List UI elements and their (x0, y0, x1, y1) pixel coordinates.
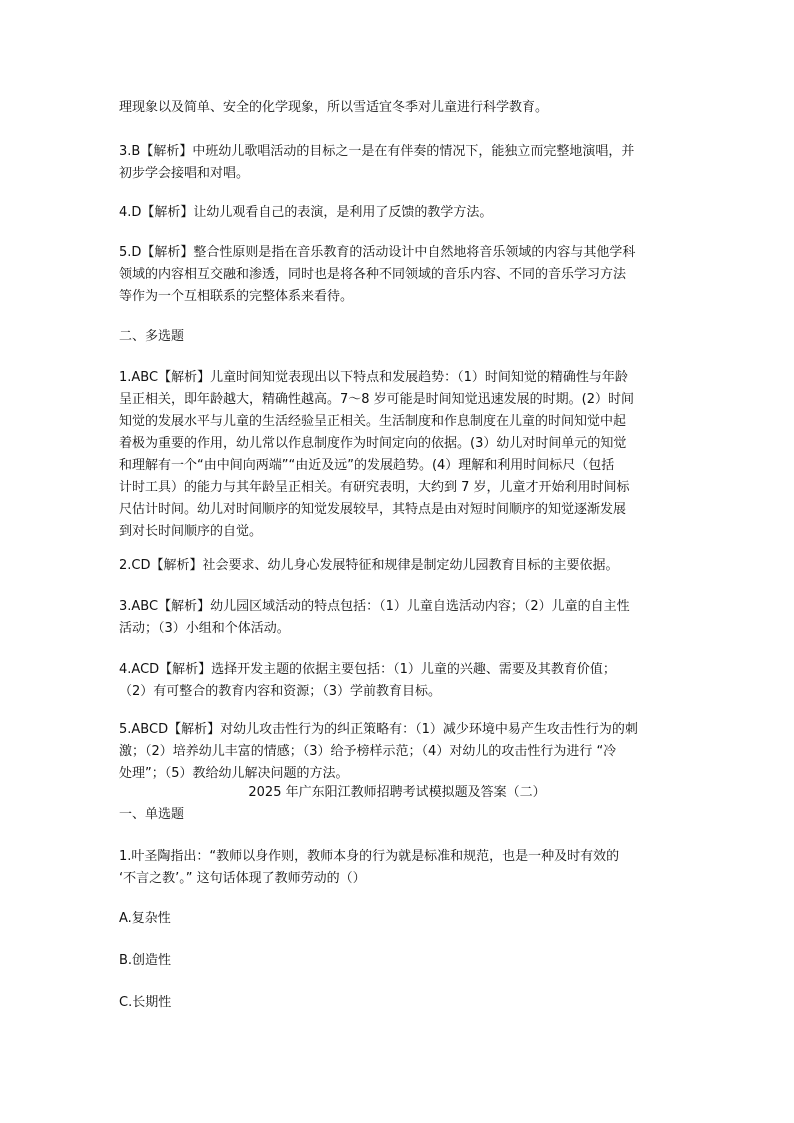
text-line: 活动；（3）小组和个体活动。 (119, 621, 290, 636)
question-1 (119, 846, 679, 890)
text-line: 处理”；（5）教给幼儿解决问题的方法。 (119, 766, 349, 781)
option-text: C.长期性 (119, 995, 172, 1010)
text-line: 初步学会接唱和对唱。 (119, 166, 250, 181)
multi-answer-5 (119, 719, 679, 785)
text-line: 知觉的发展水平与儿童的生活经验呈正相关。生活制度和作息制度在儿童的时间知觉中起 (119, 414, 627, 429)
text-line: （2）有可整合的教育内容和资源；（3）学前教育目标。 (119, 684, 442, 699)
text-line: 3.ABC【解析】幼儿园区域活动的特点包括：（1）儿童自选活动内容；（2）儿童的自主性 (119, 599, 630, 614)
text-line: 1.ABC【解析】儿童时间知觉表现出以下特点和发展趋势：（1）时间知觉的精确性与年龄 (119, 370, 628, 385)
heading-text: 二、多选题 (119, 329, 185, 344)
text-line: ‘不言之教’。” 这句话体现了教师劳动的（） (119, 871, 366, 886)
answer-5 (119, 242, 679, 308)
text-line: 激；（2）培养幼儿丰富的情感；（3）给予榜样示范；（4）对幼儿的攻击性行为进行 “冷 (119, 744, 617, 759)
prev-answer-continuation (119, 97, 679, 119)
text-line: 和理解有一个“由中间向两端”“由近及远”的发展趋势。(4）理解和利用时间标尺（包括 (119, 458, 615, 473)
text-line: 到对长时间顺序的自觉。 (119, 524, 263, 539)
option-text: A.复杂性 (119, 911, 171, 926)
text-line: 着极为重要的作用，幼儿常以作息制度作为时间定向的依据。(3）幼儿对时间单元的知觉 (119, 436, 627, 451)
section-heading-multiple-choice (119, 326, 679, 348)
option-c (119, 992, 679, 1014)
text-line: 5.D【解析】整合性原则是指在音乐教育的活动设计中自然地将音乐领域的内容与其他学科 (119, 245, 636, 260)
option-a (119, 908, 679, 930)
text-line: 3.B【解析】中班幼儿歌唱活动的目标之一是在有伴奏的情况下，能独立而完整地演唱，并 (119, 144, 635, 159)
text-line: 等作为一个互相联系的完整体系来看待。 (119, 289, 354, 304)
text-line: 理现象以及简单、安全的化学现象，所以雪适宜冬季对儿童进行科学教育。 (119, 100, 549, 115)
text-line: 领域的内容相互交融和渗透，同时也是将各种不同领域的音乐内容、不同的音乐学习方法 (119, 267, 627, 282)
text-line: 5.ABCD【解析】对幼儿攻击性行为的纠正策略有：（1）减少环境中易产生攻击性行为的刺 (119, 722, 638, 737)
text-line: 4.ACD【解析】选择开发主题的依据主要包括：（1）儿童的兴趣、需要及其教育价值； (119, 662, 616, 677)
text-line: 呈正相关，即年龄越大，精确性越高。7～8 岁可能是时间知觉迅速发展的时期。(2）时间 (119, 392, 635, 407)
text-line: 尺估计时间。幼儿对时间顺序的知觉发展较早，其特点是由对短时间顺序的知觉逐渐发展 (119, 502, 627, 517)
multi-answer-4 (119, 659, 679, 703)
text-line: 计时工具）的能力与其年龄呈正相关。有研究表明，大约到 7 岁，儿童才开始利用时间标 (119, 480, 630, 495)
section-heading-single-choice (119, 804, 679, 826)
option-text: B.创造性 (119, 953, 172, 968)
option-b (119, 950, 679, 972)
multi-answer-3 (119, 596, 679, 640)
answer-3 (119, 141, 679, 185)
exam-title: 2025 年广东阳江教师招聘考试模拟题及答案（二） (248, 785, 546, 800)
text-line: 2.CD【解析】社会要求、幼儿身心发展特征和规律是制定幼儿园教育目标的主要依据。 (119, 558, 619, 573)
answer-4 (119, 202, 679, 224)
text-line: 4.D【解析】让幼儿观看自己的表演，是利用了反馈的教学方法。 (119, 205, 493, 220)
multi-answer-1 (119, 367, 679, 543)
heading-text: 一、单选题 (119, 807, 185, 822)
multi-answer-2 (119, 555, 679, 577)
text-line: 1.叶圣陶指出：“教师以身作则，教师本身的行为就是标准和规范，也是一种及时有效的 (119, 849, 620, 864)
